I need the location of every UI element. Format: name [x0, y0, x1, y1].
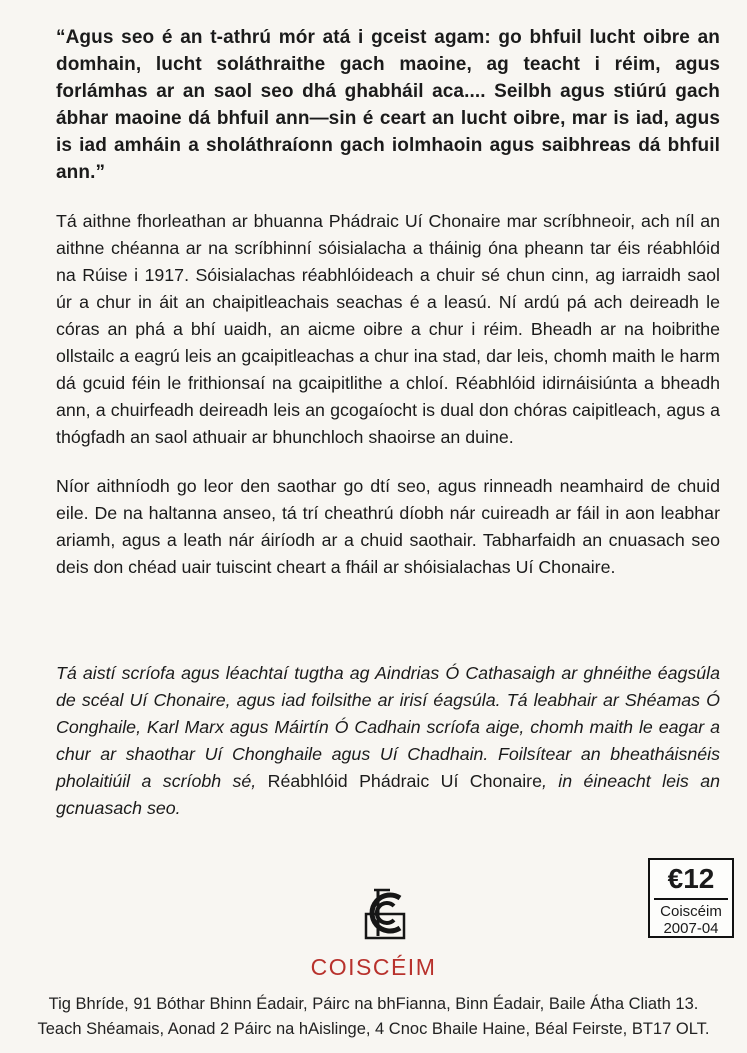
- body-paragraph-1: Tá aithne fhorleathan ar bhuanna Phádraic Uí Chonaire mar scríbhneoir, ach níl an aithne chéanna ar na scríbhinní sóisialacha a tháinig óna pheann tar éis réabhlóid na Rúise i 1917. Sóisialachas réabhlóideach a chuir sé chun cinn, ag iarraidh saol úr a chur in áit an chaipitleachais seachas é a leasú. Ní ardú pá ach deireadh le córas an phá a bhí uaidh, an aicme oibre a chur i réim. Bheadh ar na hoibrithe ollstailc a eagrú leis an gcaipitleachas a chur ina stad, dar leis, chomh maith le harm dá gcuid féin le frithionsaí na gcaipitlithe a chloí. Réabhlóid idirnáisiúnta a bheadh ann, a chuirfeadh deireadh leis an gcogaíocht is dual don chóras caipitleach, agus a thógfadh an saol athuair ar bhunchloch shaoirse an duine.: [56, 211, 720, 447]
- author-bio: [56, 660, 720, 822]
- coisceim-logo-icon: [356, 884, 412, 942]
- catalogue-code: 2007-04: [663, 920, 719, 937]
- price-publisher: Coiscéim: [660, 903, 722, 920]
- price-box: [648, 858, 734, 938]
- price: €12: [654, 860, 728, 900]
- author-bio-text: Tá aistí scríofa agus léachtaí tugtha ag Aindrias Ó Cathasaigh ar ghnéithe éagsúla de scéal Uí Chonaire, agus iad foilsithe ar irisí éagsúla. Tá leabhair ar Shéamas Ó Conghaile, Karl Marx agus Máirtín Ó Cadhain scríofa aige, chomh maith le eagar a chur ar shaothar Uí Chonghaile agus Uí Chadhain. Foilsítear an bheatháisnéis pholaitiúil a scríobh sé,: [56, 663, 720, 791]
- address-line-1: Tig Bhríde, 91 Bóthar Bhinn Éadair, Páirc na bhFianna, Binn Éadair, Baile Átha Cliath 13.: [48, 995, 699, 1013]
- author-bio-text-end: , in éineacht leis an gcnuasach seo.: [56, 771, 720, 818]
- address-line-2: Teach Shéamais, Aonad 2 Páirc na hAislinge, 4 Cnoc Bhaile Haine, Béal Feirste, BT17 OLT.: [37, 1020, 710, 1038]
- book-title: Réabhlóid Phádraic Uí Chonaire: [267, 771, 542, 791]
- pull-quote: “Agus seo é an t-athrú mór atá i gceist agam: go bhfuil lucht oibre an domhain, lucht soláthraithe gach maoine, ag teacht i réim, agus forlámhas ar an saol seo dhá ghabháil aca.... Seilbh agus stiúrú gach ábhar maoine dá bhfuil ann—sin é ceart an lucht oibre, mar is iad, agus is iad amháin a sholáthraíonn gach iolmhaoin agus saibhreas dá bhfuil ann.”: [56, 27, 720, 183]
- body-paragraph-2: Níor aithníodh go leor den saothar go dtí seo, agus rinneadh neamhaird de chuid eile. De na haltanna anseo, tá trí cheathrú díobh nár cuireadh ar fáil in aon leabhar ariamh, agus a leath nár áiríodh ar a chuid saothair. Tabharfaidh an cnuasach seo deis don chéad uair tuiscint cheart a fháil ar shóisialachas Uí Chonaire.: [56, 476, 720, 577]
- publisher-name: COISCÉIM: [310, 954, 437, 980]
